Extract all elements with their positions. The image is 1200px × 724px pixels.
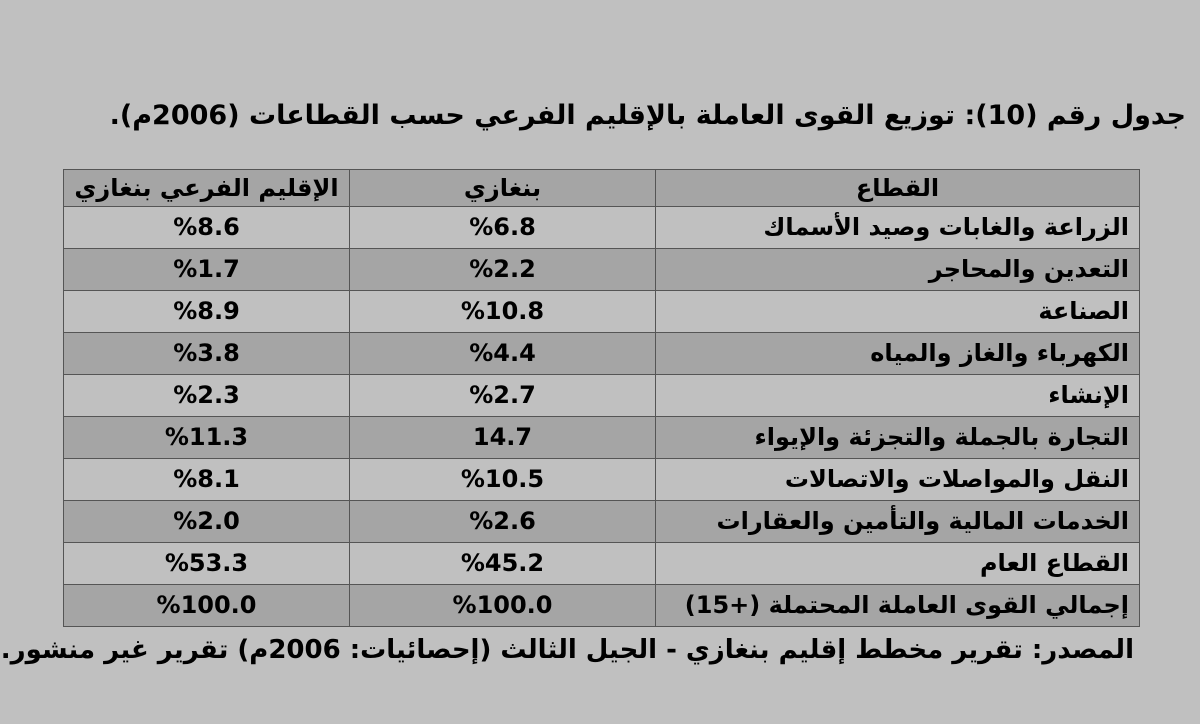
column-header-subregion: الإقليم الفرعي بنغازي (64, 170, 350, 207)
subregion-cell: %53.3 (64, 543, 350, 585)
table-row (64, 333, 1140, 375)
benghazi-cell: %10.5 (350, 459, 656, 501)
benghazi-cell: 14.7 (350, 417, 656, 459)
subregion-cell: %8.9 (64, 291, 350, 333)
subregion-cell: %3.8 (64, 333, 350, 375)
benghazi-cell: %100.0 (350, 585, 656, 627)
column-header-sector: القطاع (656, 170, 1140, 207)
sector-cell: الكهرباء والغاز والمياه (656, 333, 1140, 375)
table-row (64, 291, 1140, 333)
sector-cell: إجمالي القوى العاملة المحتملة (+15) (656, 585, 1140, 627)
sector-cell: الإنشاء (656, 375, 1140, 417)
subregion-cell: %11.3 (64, 417, 350, 459)
sector-cell: الصناعة (656, 291, 1140, 333)
benghazi-cell: %2.2 (350, 249, 656, 291)
table-row-total (64, 585, 1140, 627)
subregion-cell: %1.7 (64, 249, 350, 291)
column-header-benghazi: بنغازي (350, 170, 656, 207)
subregion-cell: %100.0 (64, 585, 350, 627)
labor-force-table (63, 169, 1140, 627)
table-header-row (64, 170, 1140, 207)
sector-cell: الزراعة والغابات وصيد الأسماك (656, 207, 1140, 249)
subregion-cell: %2.3 (64, 375, 350, 417)
table-row (64, 543, 1140, 585)
subregion-cell: %8.6 (64, 207, 350, 249)
benghazi-cell: %2.7 (350, 375, 656, 417)
source-note: المصدر: تقرير مخطط إقليم بنغازي - الجيل الثالث (إحصائيات: 2006م) تقرير غير منشور. (0, 635, 1134, 665)
table-row (64, 375, 1140, 417)
subregion-cell: %8.1 (64, 459, 350, 501)
benghazi-cell: %6.8 (350, 207, 656, 249)
table-row (64, 417, 1140, 459)
benghazi-cell: %4.4 (350, 333, 656, 375)
sector-cell: القطاع العام (656, 543, 1140, 585)
table-caption: جدول رقم (10): توزيع القوى العاملة بالإقليم الفرعي حسب القطاعات (2006م). (109, 100, 1186, 131)
benghazi-cell: %45.2 (350, 543, 656, 585)
benghazi-cell: %10.8 (350, 291, 656, 333)
table-row (64, 459, 1140, 501)
table-row (64, 501, 1140, 543)
sector-cell: النقل والمواصلات والاتصالات (656, 459, 1140, 501)
table-row (64, 207, 1140, 249)
subregion-cell: %2.0 (64, 501, 350, 543)
sector-cell: الخدمات المالية والتأمين والعقارات (656, 501, 1140, 543)
benghazi-cell: %2.6 (350, 501, 656, 543)
sector-cell: التجارة بالجملة والتجزئة والإيواء (656, 417, 1140, 459)
table-row (64, 249, 1140, 291)
sector-cell: التعدين والمحاجر (656, 249, 1140, 291)
